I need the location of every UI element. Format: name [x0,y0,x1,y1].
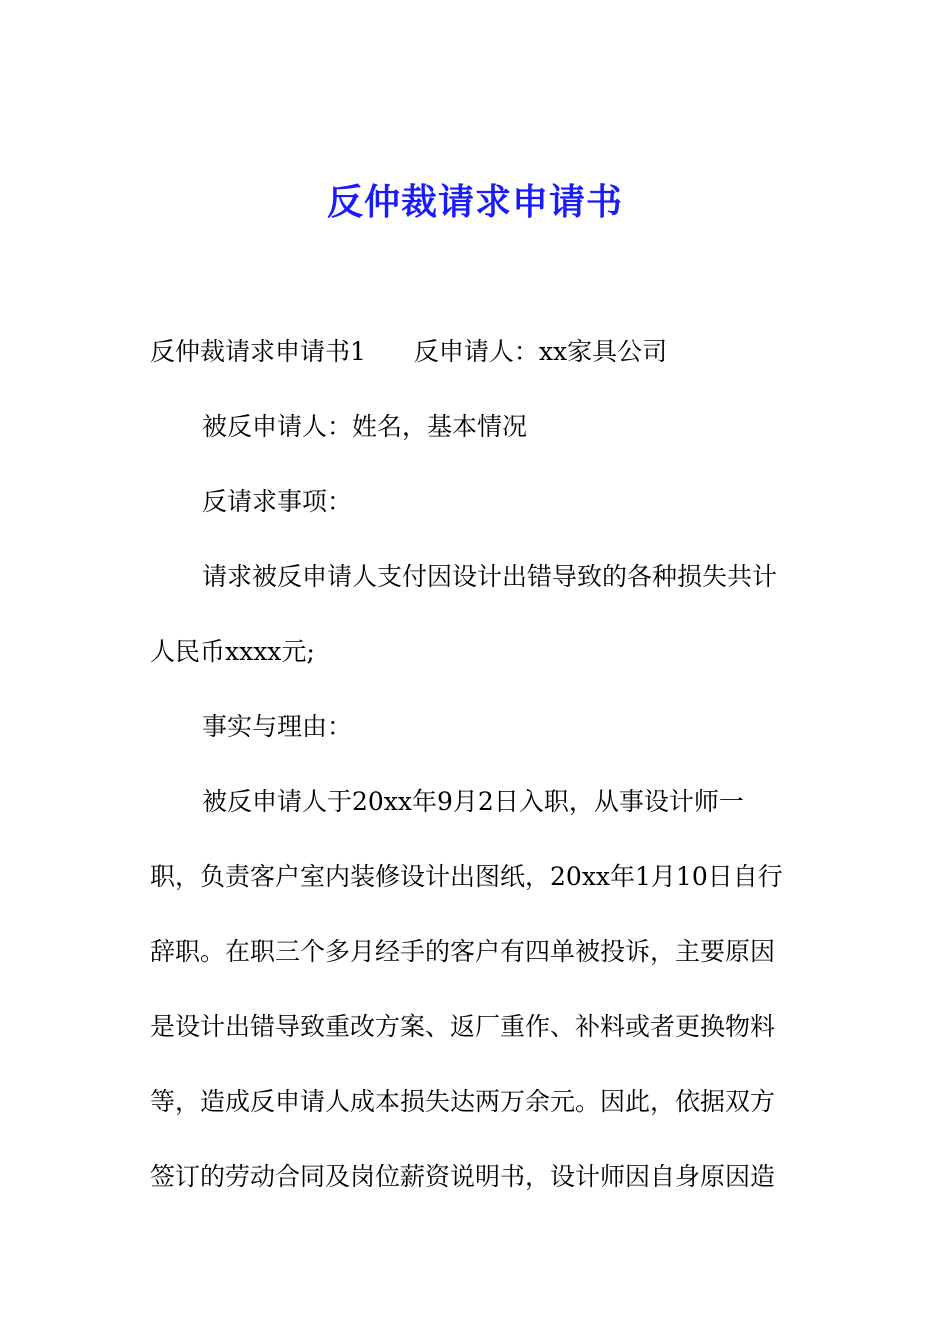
facts-paragraph-line: 签订的劳动合同及岗位薪资说明书，设计师因自身原因造 [150,1162,776,1191]
claim-paragraph-line: 人民币xxxx元; [150,637,315,666]
facts-paragraph-line: 辞职。在职三个多月经手的客户有四单被投诉，主要原因 [150,937,776,966]
facts-paragraph-line: 职，负责客户室内装修设计出图纸，20xx年1月10日自行 [150,862,783,891]
claim-paragraph-line: 请求被反申请人支付因设计出错导致的各种损失共计 [202,562,778,591]
facts-paragraph-line: 是设计出错导致重改方案、返厂重作、补料或者更换物料 [150,1012,776,1041]
facts-heading: 事实与理由： [202,712,353,741]
counterclaim-heading: 反请求事项： [202,487,353,516]
applicant-line: 反申请人：xx家具公司 [413,337,668,366]
respondent-line: 被反申请人：姓名，基本情况 [202,412,528,441]
facts-paragraph-line: 等，造成反申请人成本损失达两万余元。因此，依据双方 [150,1087,776,1116]
document-title: 反仲裁请求申请书 [326,182,623,223]
first-line [150,334,810,370]
section-heading: 反仲裁请求申请书1 [150,337,366,366]
facts-paragraph-line: 被反申请人于20xx年9月2日入职，从事设计师一 [202,787,744,816]
